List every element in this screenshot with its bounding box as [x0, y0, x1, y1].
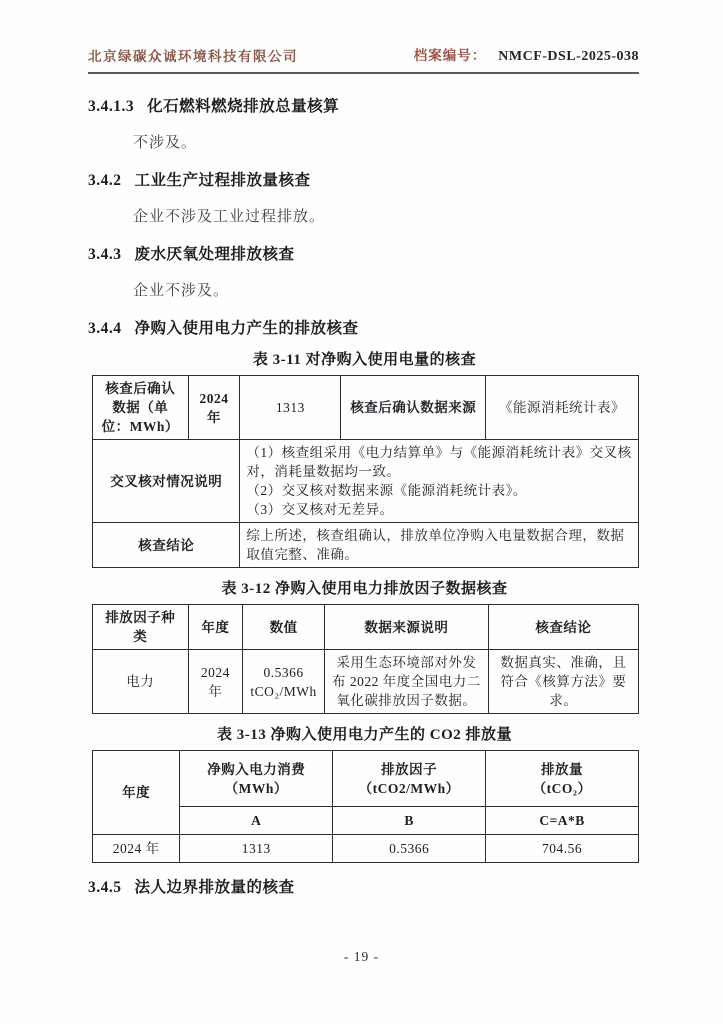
table-row — [93, 650, 639, 714]
header-line-2: （tCO2/MWh） — [358, 780, 460, 796]
t11-value: 1313 — [240, 376, 341, 440]
table-3-11-caption: 表 3-11 对净购入使用电量的核查 — [252, 352, 477, 368]
paragraph-3-4-3: 企业不涉及。 — [133, 283, 230, 299]
t12-year — [188, 650, 243, 714]
heading-title: 法人边界排放量的核查 — [134, 879, 295, 896]
t11-source-label: 核查后确认数据来源 — [341, 376, 486, 440]
t13-factor-value: 0.5366 — [333, 835, 486, 863]
t12-header-year: 年度 — [188, 605, 243, 650]
archive-number-label: 档案编号： — [413, 48, 487, 63]
t13-header-year: 年度 — [93, 751, 180, 835]
document-body — [88, 75, 641, 897]
table-row — [93, 835, 639, 863]
t13-sub-b: B — [333, 807, 486, 835]
archive-number-block — [414, 44, 639, 65]
crosscheck-line-1: （1）核查组采用《电力结算单》与《能源消耗统计表》交叉核对，消耗量数据均一致。 — [246, 445, 632, 479]
table-header-row — [93, 605, 639, 650]
table-row — [93, 440, 639, 523]
page-footer — [0, 948, 723, 966]
t11-confirmed-data-label: 核查后确认数据（单位：MWh） — [93, 376, 189, 440]
t13-emission-value: 704.56 — [486, 835, 639, 863]
t12-conclusion-text: 数据真实、准确，且符合《核算方法》要求。 — [488, 650, 638, 714]
t13-header-factor — [333, 751, 486, 807]
paragraph-3-4-1-3: 不涉及。 — [133, 135, 198, 151]
crosscheck-line-2: （2）交叉核对数据来源《能源消耗统计表》。 — [246, 483, 527, 498]
t11-crosscheck-label: 交叉核对情况说明 — [93, 440, 240, 523]
heading-3-4-3 — [88, 246, 641, 264]
header-line-1: 排放因子 — [381, 761, 438, 777]
paragraph-3-4-2: 企业不涉及工业过程排放。 — [133, 209, 326, 225]
header-line-2: （MWh） — [224, 780, 288, 796]
t13-sub-a: A — [180, 807, 333, 835]
table-3-12 — [92, 604, 639, 714]
page-header — [88, 44, 639, 74]
t13-header-emission — [486, 751, 639, 807]
heading-number: 3.4.2 — [88, 172, 122, 189]
archive-number-value: NMCF-DSL-2025-038 — [498, 49, 639, 64]
company-name: 北京绿碳众诚环境科技有限公司 — [88, 49, 298, 64]
heading-title: 工业生产过程排放量核查 — [134, 172, 311, 189]
heading-number: 3.4.4 — [88, 320, 122, 337]
year-line-1: 2024 — [200, 664, 230, 680]
t11-crosscheck-detail — [240, 440, 639, 523]
crosscheck-line-3: （3）交叉核对无差异。 — [246, 502, 394, 517]
t12-header-conclusion: 核查结论 — [488, 605, 638, 650]
header-line-2: （tCO₂） — [532, 780, 592, 796]
table-header-row — [93, 751, 639, 807]
table-row — [93, 376, 639, 440]
t11-conclusion-text: 综上所述，核查组确认，排放单位净购入电量数据合理，数据取值完整、准确。 — [240, 523, 639, 568]
header-line-1: 净购入电力消费 — [207, 761, 306, 777]
table-3-12-caption: 表 3-12 净购入使用电力排放因子数据核查 — [221, 581, 508, 597]
t12-header-factor-type: 排放因子种类 — [93, 605, 189, 650]
t13-header-consumption — [180, 751, 333, 807]
t11-year: 2024 年 — [188, 376, 240, 440]
heading-3-4-5 — [88, 879, 641, 897]
t11-conclusion-label: 核查结论 — [93, 523, 240, 568]
table-row — [93, 523, 639, 568]
t11-source-value: 《能源消耗统计表》 — [486, 376, 639, 440]
t13-sub-c: C=A*B — [486, 807, 639, 835]
t12-factor-type: 电力 — [93, 650, 189, 714]
heading-title: 净购入使用电力产生的排放核查 — [134, 320, 359, 337]
t12-header-value: 数值 — [243, 605, 325, 650]
heading-title: 废水厌氧处理排放核查 — [134, 246, 295, 263]
t13-year-value: 2024 年 — [93, 835, 180, 863]
heading-number: 3.4.5 — [88, 879, 122, 896]
heading-3-4-4 — [88, 320, 641, 338]
t13-consumption-value: 1313 — [180, 835, 333, 863]
heading-title: 化石燃料燃烧排放总量核算 — [147, 98, 340, 115]
t12-header-source: 数据来源说明 — [325, 605, 489, 650]
factor-unit: tCO₂/MWh — [250, 683, 317, 699]
heading-3-4-1-3 — [88, 98, 641, 116]
heading-3-4-2 — [88, 172, 641, 190]
heading-number: 3.4.3 — [88, 246, 122, 263]
year-line-2: 年 — [208, 683, 223, 699]
factor-value: 0.5366 — [263, 664, 304, 680]
t12-value — [243, 650, 325, 714]
heading-number: 3.4.1.3 — [88, 98, 135, 115]
t12-source-text: 采用生态环境部对外发布 2022 年度全国电力二氧化碳排放因子数据。 — [325, 650, 489, 714]
header-line-1: 排放量 — [541, 761, 584, 777]
table-3-13 — [92, 750, 639, 863]
page-number: - 19 - — [343, 949, 380, 964]
table-3-13-caption: 表 3-13 净购入使用电力产生的 CO2 排放量 — [217, 727, 512, 743]
table-3-11 — [92, 375, 639, 568]
